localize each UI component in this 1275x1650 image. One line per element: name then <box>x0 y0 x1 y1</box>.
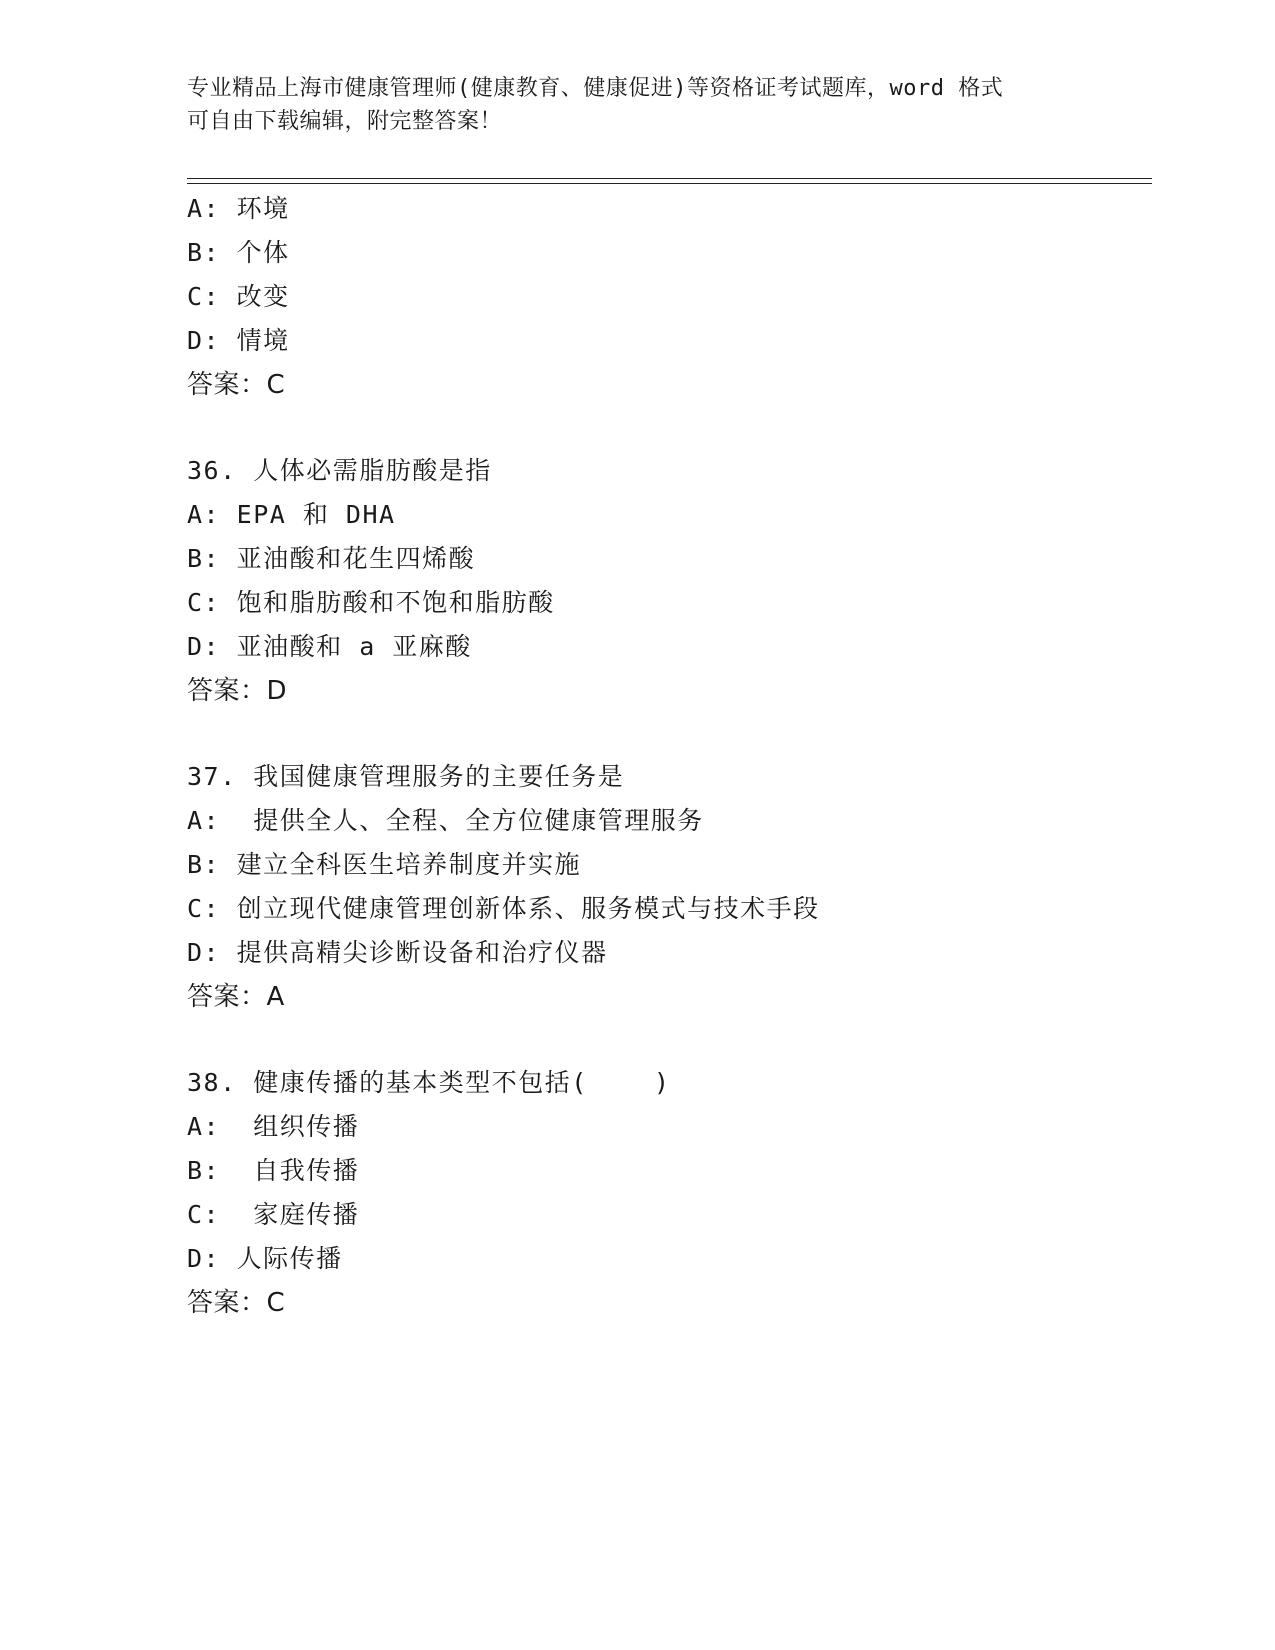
answer: 答案：C <box>187 370 286 400</box>
answer: 答案：A <box>187 982 285 1012</box>
option-d: D: 亚油酸和 a 亚麻酸 <box>187 632 472 661</box>
option-c: C: 改变 <box>187 282 290 311</box>
option-b: B: 建立全科医生培养制度并实施 <box>187 850 582 879</box>
question-text: 37. 我国健康管理服务的主要任务是 <box>187 762 625 791</box>
option-c: C: 创立现代健康管理创新体系、服务模式与技术手段 <box>187 894 820 923</box>
option-a: A: 环境 <box>187 194 290 223</box>
answer: 答案：D <box>187 676 288 706</box>
option-c: C: 家庭传播 <box>187 1200 360 1229</box>
document-header <box>187 72 1087 138</box>
option-d: D: 人际传播 <box>187 1244 343 1273</box>
header-divider-top <box>187 178 1152 179</box>
option-b: B: 亚油酸和花生四烯酸 <box>187 544 476 573</box>
option-c: C: 饱和脂肪酸和不饱和脂肪酸 <box>187 588 555 617</box>
option-a: A: EPA 和 DHA <box>187 500 396 529</box>
option-d: D: 提供高精尖诊断设备和治疗仪器 <box>187 938 608 967</box>
question-text: 38. 健康传播的基本类型不包括( ) <box>187 1068 671 1097</box>
answer: 答案：C <box>187 1288 286 1318</box>
header-line-2: 可自由下载编辑，附完整答案！ <box>187 109 503 134</box>
option-b: B: 自我传播 <box>187 1156 360 1185</box>
option-a: A: 组织传播 <box>187 1112 360 1141</box>
header-line-1: 专业精品上海市健康管理师(健康教育、健康促进)等资格证考试题库，word 格式 <box>187 76 1004 101</box>
header-divider-bottom <box>187 183 1152 184</box>
option-a: A: 提供全人、全程、全方位健康管理服务 <box>187 806 704 835</box>
option-b: B: 个体 <box>187 238 290 267</box>
question-text: 36. 人体必需脂肪酸是指 <box>187 456 492 485</box>
option-d: D: 情境 <box>187 326 290 355</box>
